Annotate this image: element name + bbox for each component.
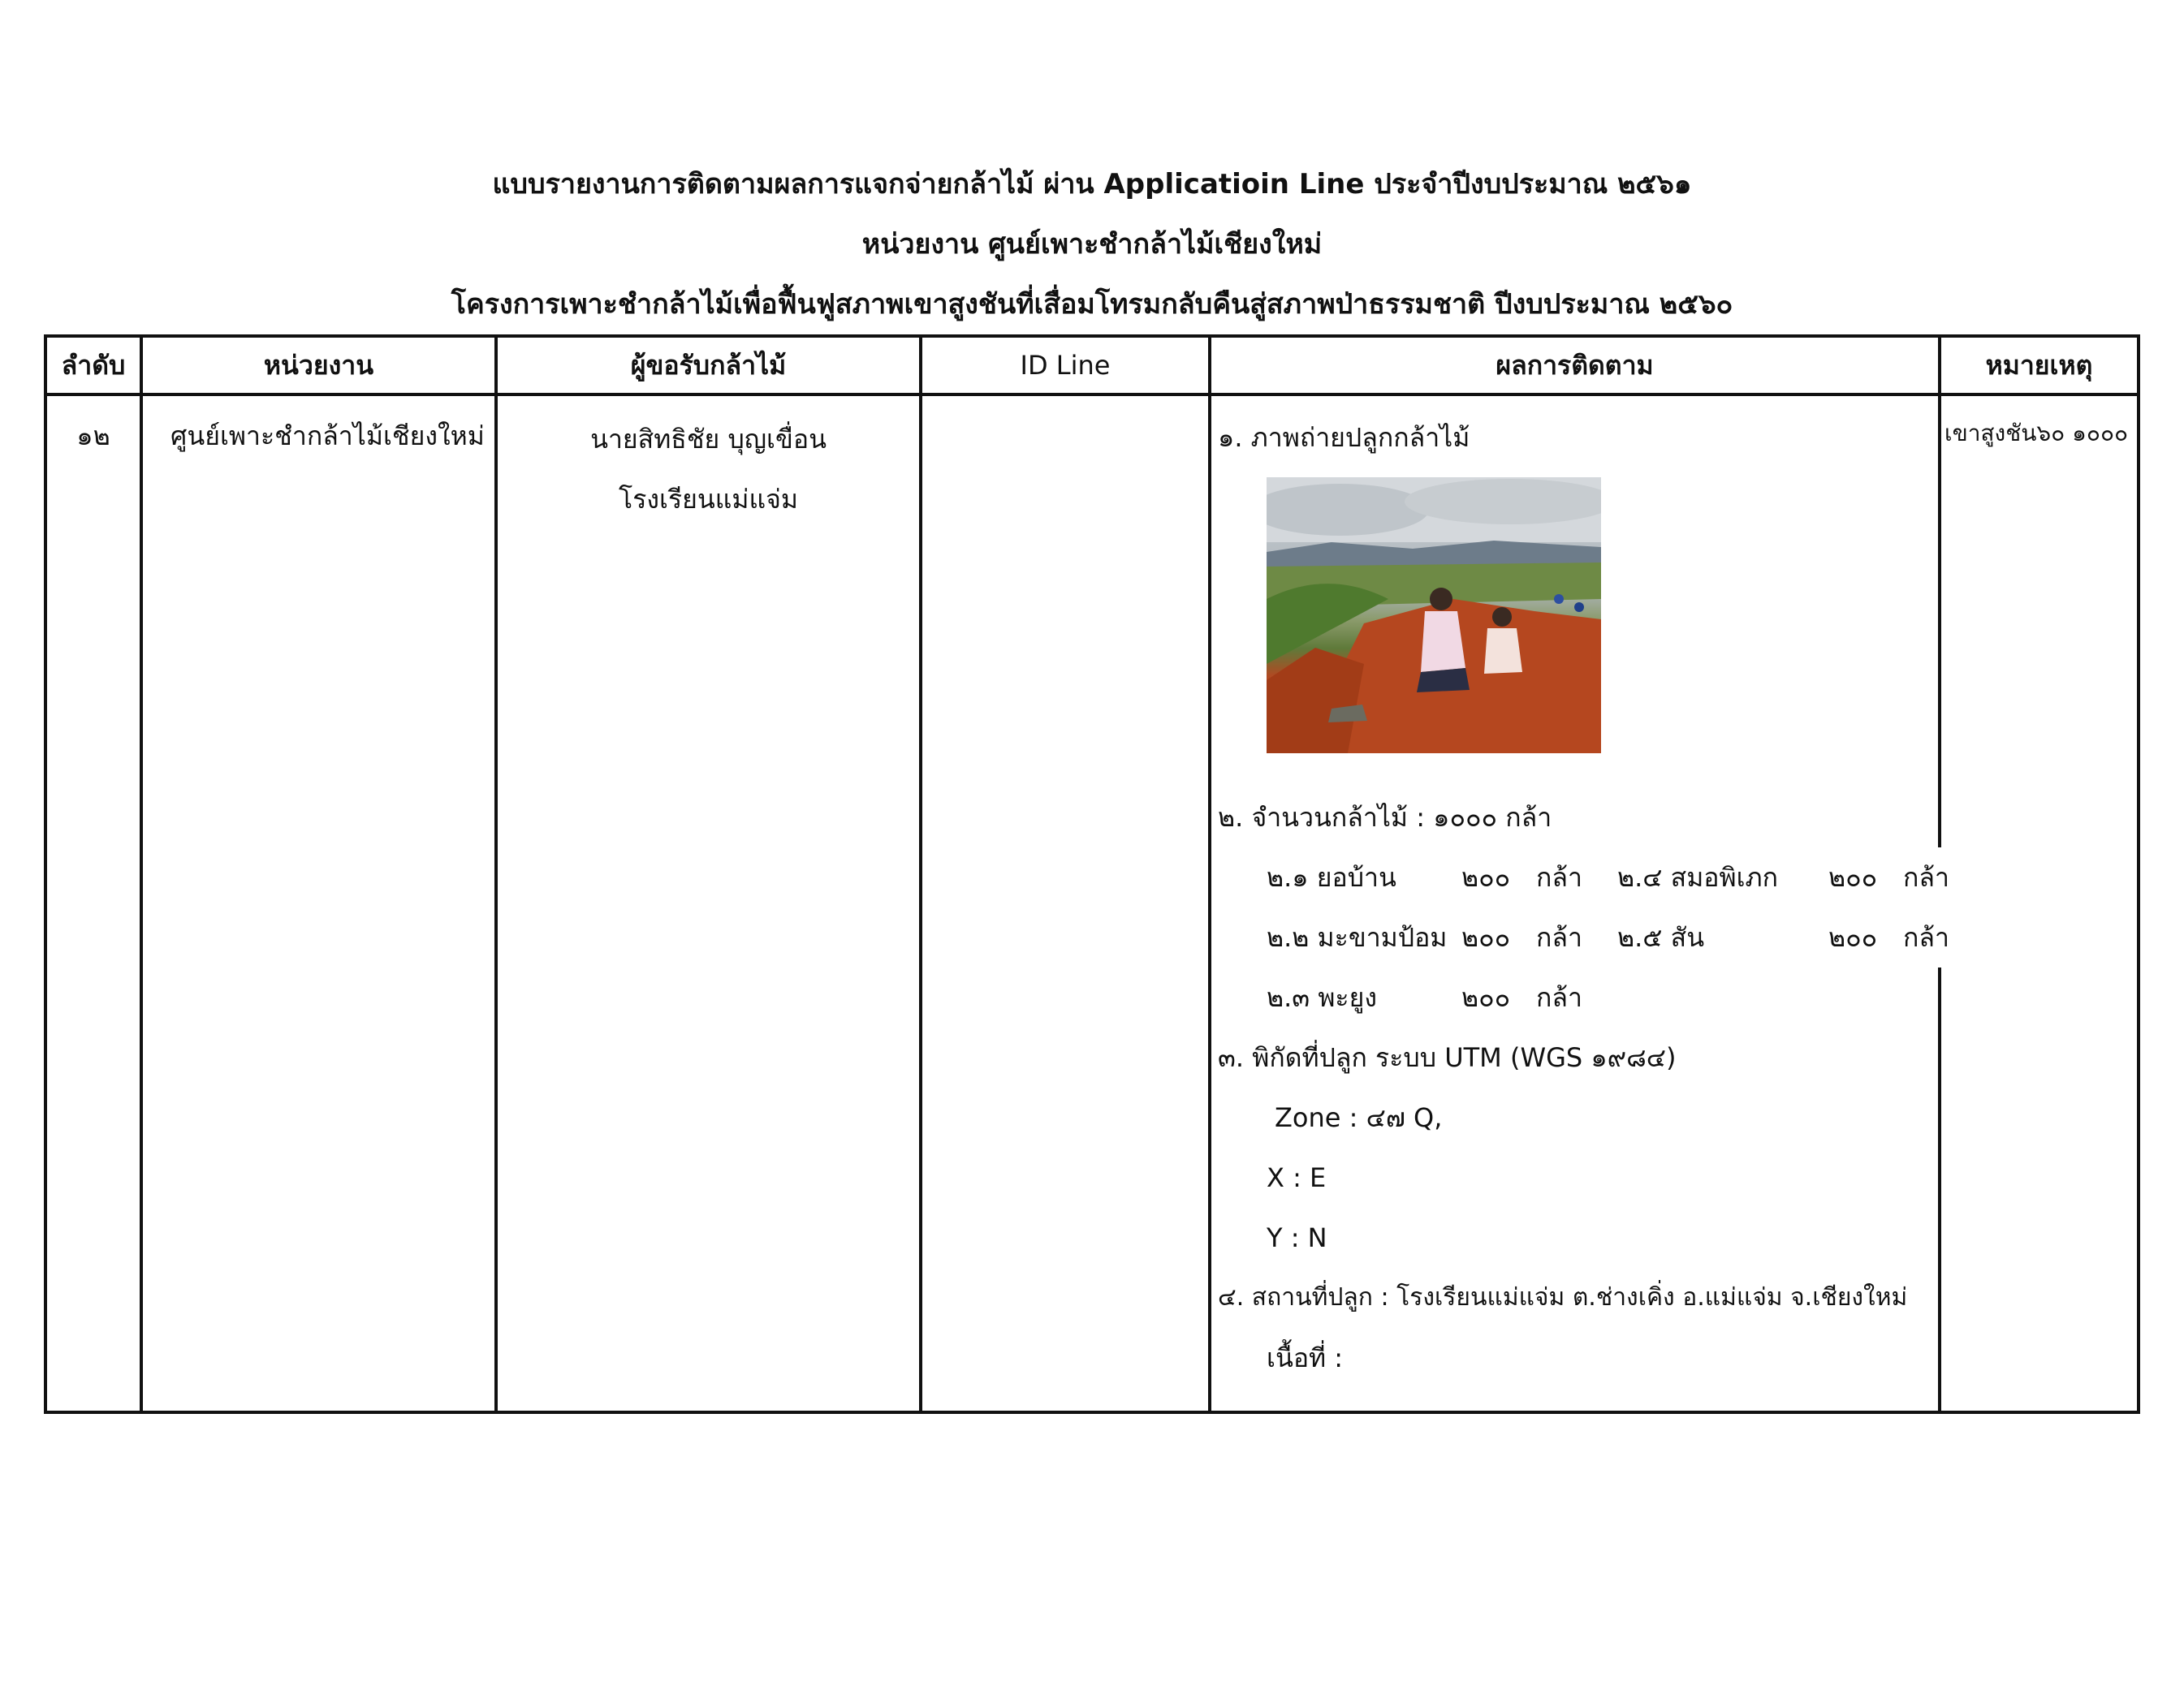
planting-area: เนื้อที่ : (1267, 1342, 1344, 1373)
recipient-block (498, 396, 919, 536)
utm-y: Y : N (1267, 1222, 1327, 1253)
species-unit: กล้า (1536, 862, 1582, 893)
remark-text: เขาสูงชัน๖๐ ๑๐๐๐ (1944, 420, 2129, 446)
cell-recipient (496, 394, 921, 1412)
result-item-location: ๔. สถานที่ปลูก : โรงเรียนแม่แจ่ม ต.ช่างเคิ่ง อ.แม่แจ่ม จ.เชียงใหม่ (1218, 1268, 1938, 1328)
recipient-organization: โรงเรียนแม่แจ่ม (619, 484, 798, 515)
report-header (0, 154, 2184, 334)
species-unit: กล้า (1903, 922, 1949, 953)
row-number: ๑๒ (76, 420, 110, 451)
planting-photo-icon (1267, 477, 1601, 753)
table-row (45, 394, 2139, 1412)
species-unit: กล้า (1536, 982, 1582, 1013)
results-block (1211, 396, 1949, 1388)
species-amount: ๒๐๐ (1461, 982, 1511, 1013)
species-label: ๒.๒ มะขามป้อม (1267, 922, 1448, 953)
column-header-no: ลำดับ (45, 336, 141, 394)
column-header-id-line: ID Line (921, 336, 1210, 394)
species-row-3 (1218, 968, 1938, 1028)
utm-x: X : E (1267, 1162, 1327, 1193)
utm-zone: Zone : ๔๗ Q, (1275, 1102, 1443, 1133)
table-header-row (45, 336, 2139, 394)
species-unit: กล้า (1903, 862, 1949, 893)
agency-title: หน่วยงาน ศูนย์เพาะชำกล้าไม้เชียงใหม่ (861, 228, 1323, 261)
planting-photo (1267, 477, 1601, 753)
species-label: ๒.๓ พะยูง (1267, 982, 1377, 1013)
species-amount: ๒๐๐ (1461, 922, 1511, 953)
project-title: โครงการเพาะชำกล้าไม้เพื่อฟื้นฟูสภาพเขาสูงชันที่เสื่อมโทรมกลับคืนสู่สภาพป่าธรรมชาติ ปีงบประมาณ ๒๕๖๐ (451, 288, 1733, 321)
result-item-coordinates: ๓. พิกัดที่ปลูก ระบบ UTM (WGS ๑๙๘๔) (1218, 1042, 1677, 1073)
result-item-photo: ๑. ภาพถ่ายปลูกกล้าไม้ (1218, 422, 1470, 453)
column-header-unit: หน่วยงาน (141, 336, 496, 394)
species-label: ๒.๑ ยอบ้าน (1267, 862, 1396, 893)
species-label: ๒.๕ สัน (1617, 922, 1705, 953)
result-item-quantity: ๒. จำนวนกล้าไม้ : ๑๐๐๐ กล้า (1218, 802, 1552, 833)
unit-name: ศูนย์เพาะชำกล้าไม้เชียงใหม่ (170, 420, 485, 451)
cell-unit (141, 394, 496, 1412)
recipient-name: นายสิทธิชัย บุญเขื่อน (590, 424, 827, 455)
column-header-remark: หมายเหตุ (1940, 336, 2139, 394)
species-row-1 (1218, 847, 2018, 907)
species-unit: กล้า (1536, 922, 1582, 953)
report-table (44, 334, 2140, 1414)
cell-no (45, 394, 141, 1412)
species-amount: ๒๐๐ (1461, 862, 1511, 893)
species-label: ๒.๔ สมอพิเภก (1617, 862, 1778, 893)
report-title: แบบรายงานการติดตามผลการแจกจ่ายกล้าไม้ ผ่าน Applicatioin Line ประจำปีงบประมาณ ๒๕๖๑ (492, 168, 1692, 200)
species-amount: ๒๐๐ (1828, 862, 1878, 893)
species-amount: ๒๐๐ (1828, 922, 1878, 953)
column-header-results: ผลการติดตาม (1210, 336, 1940, 394)
column-header-recipient: ผู้ขอรับกล้าไม้ (496, 336, 921, 394)
cell-id-line (921, 394, 1210, 1412)
species-row-2 (1218, 907, 2018, 968)
cell-results (1210, 394, 1949, 1412)
